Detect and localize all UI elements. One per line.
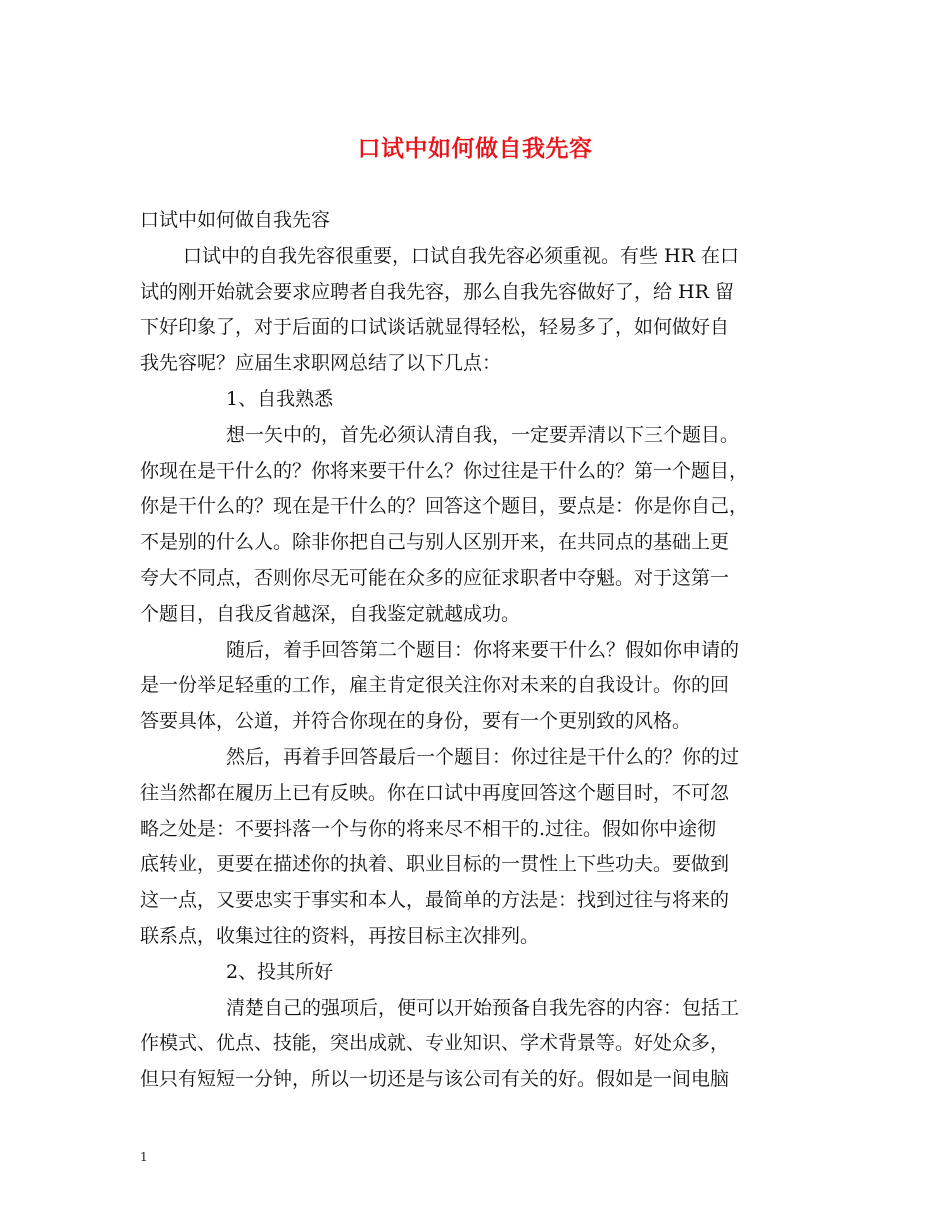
paragraph-line: 作模式、优点、技能，突出成就、专业知识、学术背景等。好处众多， <box>140 1032 730 1055</box>
paragraph-line: 夸大不同点，否则你尽无可能在众多的应征求职者中夺魁。对于这第一 <box>140 566 730 589</box>
paragraph-line: 不是别的什么人。除非你把自己与别人区别开来，在共同点的基础上更 <box>140 531 730 554</box>
paragraph-line: 答要具体，公道，并符合你现在的身份，要有一个更别致的风格。 <box>140 710 692 733</box>
subtitle-line: 口试中如何做自我先容 <box>140 209 331 231</box>
paragraph-line: 底转业，更要在描述你的执着、职业目标的一贯性上下些功夫。要做到 <box>140 853 730 876</box>
paragraph-line: 往当然都在履历上已有反映。你在口试中再度回答这个题目时，不可忽 <box>140 781 730 804</box>
paragraph-line: 联系点，收集过往的资料，再按目标主次排列。 <box>140 924 540 947</box>
page-number: 1 <box>140 1150 148 1164</box>
paragraph-line: 是一份举足轻重的工作，雇主肯定很关注你对未来的自我设计。你的回 <box>140 674 730 697</box>
paragraph-line: 略之处是：不要抖落一个与你的将来尽不相干的.过往。假如你中途彻 <box>140 817 717 840</box>
paragraph-line: 但只有短短一分钟，所以一切还是与该公司有关的好。假如是一间电脑 <box>140 1068 730 1091</box>
paragraph-line: 这一点，又要忠实于事实和本人，最简单的方法是：找到过往与将来的 <box>140 889 730 912</box>
document-title: 口试中如何做自我先容 <box>357 135 593 162</box>
paragraph-line: 试的刚开始就会要求应聘者自我先容，那么自我先容做好了，给 HR 留 <box>140 280 734 303</box>
paragraph-line: 随后，着手回答第二个题目：你将来要干什么？假如你申请的 <box>226 638 740 661</box>
paragraph-line: 口试中的自我先容很重要，口试自我先容必须重视。有些 HR 在口 <box>183 244 739 267</box>
paragraph-line: 下好印象了，对于后面的口试谈话就显得轻松，轻易多了，如何做好自 <box>140 316 730 339</box>
paragraph-line: 你是干什么的？现在是干什么的？回答这个题目，要点是：你是你自己， <box>140 495 749 518</box>
paragraph-line: 然后，再着手回答最后一个题目：你过往是干什么的？你的过 <box>226 745 740 768</box>
paragraph-line: 我先容呢？应届生求职网总结了以下几点： <box>140 352 502 375</box>
section-heading: 2、投其所好 <box>226 960 334 983</box>
paragraph-line: 想一矢中的，首先必须认清自我，一定要弄清以下三个题目。 <box>226 423 740 446</box>
document-body <box>140 203 820 1098</box>
section-heading: 1、自我熟悉 <box>226 387 334 410</box>
paragraph-line: 你现在是干什么的？你将来要干什么？你过往是干什么的？第一个题目， <box>140 459 749 482</box>
paragraph-line: 个题目，自我反省越深，自我鉴定就越成功。 <box>140 602 521 625</box>
paragraph-line: 清楚自己的强项后，便可以开始预备自我先容的内容：包括工 <box>226 996 740 1019</box>
